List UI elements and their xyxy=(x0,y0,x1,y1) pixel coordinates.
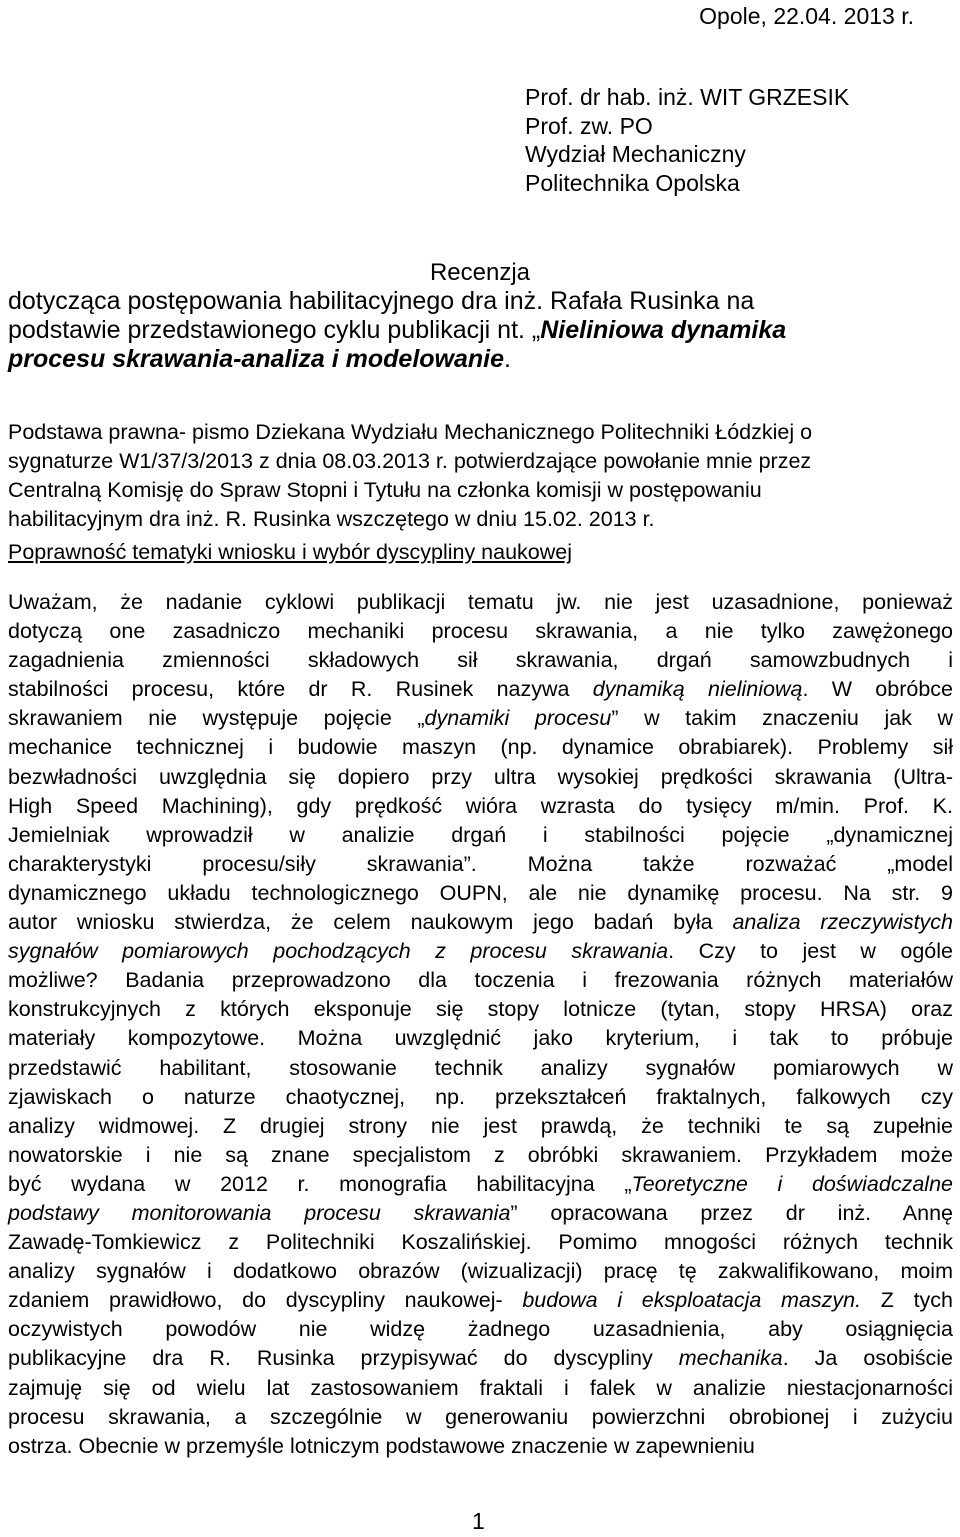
reviewer-university: Politechnika Opolska xyxy=(525,169,740,196)
body-line xyxy=(8,1054,953,1083)
body-text: dynamicznego układu technologicznego OUPN, ale nie dynamikę procesu. Na str. 9 xyxy=(8,880,953,905)
body-line xyxy=(8,995,953,1024)
body-line xyxy=(8,646,953,675)
body-line xyxy=(8,1141,953,1170)
body-text: zjawiskach o naturze chaotycznej, np. przekształceń fraktalnych, falkowych czy xyxy=(8,1084,953,1109)
body-line xyxy=(8,879,953,908)
reviewer-title: Prof. zw. PO xyxy=(525,112,653,139)
body-line xyxy=(8,588,953,617)
legal-basis-line: Podstawa prawna- pismo Dziekana Wydziału Mechanicznego Politechniki Łódzkiej o xyxy=(8,420,813,444)
body-italic-text: budowa i eksploatacja maszyn. xyxy=(522,1288,862,1313)
body-text: zdaniem prawidłowo, do dyscypliny naukowej- xyxy=(8,1288,523,1313)
body-text: publikacyjne dra R. Rusinka przypisywać do dyscypliny xyxy=(8,1346,679,1371)
section-heading: Poprawność tematyki wniosku i wybór dyscypliny naukowej xyxy=(8,540,573,564)
body-text: konstrukcyjnych z których eksponuje się stopy lotnicze (tytan, stopy HRSA) oraz xyxy=(8,997,953,1022)
reviewer-name: Prof. dr hab. inż. WIT GRZESIK xyxy=(525,84,850,110)
body-line xyxy=(8,617,953,646)
body-text: ostrza. Obecnie w przemyśle lotniczym podstawowe znaczenie w zapewnieniu xyxy=(8,1433,755,1458)
body-text: procesu skrawania, a szczególnie w generowaniu powierzchni obrobionej i zużyciu xyxy=(8,1404,953,1429)
body-text: High Speed Machining), gdy prędkość wióra wzrasta do tysięcy m/min. Prof. K. xyxy=(8,793,953,818)
body-text: możliwe? Badania przeprowadzono dla toczenia i frezowania różnych materiałów xyxy=(8,968,953,993)
body-italic-text: mechanika xyxy=(678,1346,783,1371)
body-text: zajmuję się od wielu lat zastosowaniem fraktali i falek w analizie niestacjonarności xyxy=(8,1375,953,1400)
body-line xyxy=(8,1403,953,1432)
body-line xyxy=(8,1432,953,1461)
body-line xyxy=(8,733,953,762)
body-line xyxy=(8,850,953,879)
body-line xyxy=(8,1170,953,1199)
body-line xyxy=(8,1228,953,1257)
body-text: nowatorskie i nie są znane specjalistom z obróbki skrawaniem. Przykładem może xyxy=(8,1142,953,1167)
body-italic-text: dynamiki procesu xyxy=(424,706,612,731)
legal-basis-line: habilitacyjnym dra inż. R. Rusinka wszczętego w dniu 15.02. 2013 r. xyxy=(8,507,655,531)
subject-line-2 xyxy=(8,316,948,345)
body-italic-text: analiza rzeczywistych xyxy=(732,910,953,935)
subject-period: . xyxy=(504,345,511,373)
document-title: Recenzja xyxy=(429,259,531,286)
body-text: oczywistych powodów nie widzę żadnego uzasadnienia, aby osiągnięcia xyxy=(8,1317,953,1342)
body-text: przedstawić habilitant, stosowanie technik analizy sygnałów pomiarowych w xyxy=(8,1055,953,1080)
legal-basis-line: sygnaturze W1/37/3/2013 z dnia 08.03.2013 r. potwierdzające powołanie mnie przez xyxy=(8,449,812,473)
body-line xyxy=(8,1024,953,1053)
body-line xyxy=(8,908,953,937)
body-italic-text: sygnałów pomiarowych pochodzących z procesu skrawania xyxy=(8,939,669,964)
body-text: materiały kompozytowe. Można uwzględnić jako kryterium, i tak to próbuje xyxy=(8,1026,953,1051)
legal-basis xyxy=(8,418,953,534)
subject-topic-part-2: procesu skrawania-analiza i modelowanie xyxy=(8,345,505,373)
body-line xyxy=(8,675,953,704)
body-line xyxy=(8,1112,953,1141)
body-text: stabilności procesu, które dr R. Rusinek nazywa xyxy=(8,677,593,702)
body-text: dotyczą one zasadniczo mechaniki procesu skrawania, a nie tylko zawężonego xyxy=(8,619,953,644)
body-text: Z tych xyxy=(861,1288,954,1313)
body-text: Zawadę-Tomkiewicz z Politechniki Koszalińskiej. Pomimo mnogości różnych technik xyxy=(8,1230,953,1255)
body-italic-text: Teoretyczne i doświadczalne xyxy=(631,1171,953,1196)
body-text: autor wniosku stwierdza, że celem naukowym jego badań była xyxy=(8,910,733,935)
body-text: . W obróbce xyxy=(802,677,953,702)
body-line xyxy=(8,1315,953,1344)
body-italic-text: podstawy monitorowania procesu skrawania xyxy=(8,1200,511,1225)
body-text: analizy sygnałów i dodatkowo obrazów (wizualizacji) pracę tę zakwalifikowano, moim xyxy=(8,1259,953,1284)
body-line xyxy=(8,1344,953,1373)
page-number: 1 xyxy=(472,1508,485,1534)
review-subject xyxy=(8,287,948,374)
body-text: charakterystyki procesu/siły skrawania”. Można także rozważać „model xyxy=(8,851,953,876)
subject-opening-quote: „ xyxy=(531,316,541,344)
body-text: ” opracowana przez dr inż. Annę xyxy=(510,1200,953,1225)
subject-line-3 xyxy=(8,345,948,374)
body-text: analizy widmowej. Z drugiej strony nie jest prawdą, że techniki te są zupełnie xyxy=(8,1113,953,1138)
body-text: . Ja osobiście xyxy=(782,1346,954,1371)
body-paragraph xyxy=(8,588,953,1461)
body-text: ” w takim znaczeniu jak w xyxy=(611,706,954,731)
body-line xyxy=(8,1083,953,1112)
reviewer-faculty: Wydział Mechaniczny xyxy=(525,141,746,167)
body-text: bezwładności uwzględnia się dopiero przy ultra wysokiej prędkości skrawania (Ultra- xyxy=(8,764,953,789)
body-line xyxy=(8,704,953,733)
body-line xyxy=(8,763,953,792)
subject-line-2-text: podstawie przedstawionego cyklu publikacji nt. xyxy=(8,316,532,344)
body-line xyxy=(8,821,953,850)
body-line xyxy=(8,937,953,966)
legal-basis-line: Centralną Komisję do Spraw Stopni i Tytułu na członka komisji w postępowaniu xyxy=(8,478,762,502)
body-text: Jemielniak wprowadził w analizie drgań i stabilności pojęcie „dynamicznej xyxy=(8,822,953,847)
body-text: . Czy to jest w ogóle xyxy=(668,939,953,964)
body-line xyxy=(8,966,953,995)
body-line xyxy=(8,1257,953,1286)
body-text: zagadnienia zmienności składowych sił skrawania, drgań samowzbudnych i xyxy=(8,648,953,673)
body-text: być wydana w 2012 r. monografia habilitacyjna „ xyxy=(8,1171,632,1196)
body-italic-text: dynamiką nieliniową xyxy=(592,677,803,702)
body-text: mechanice technicznej i budowie maszyn (np. dynamice obrabiarek). Problemy sił xyxy=(8,735,953,760)
reviewer-block xyxy=(525,83,849,197)
body-line xyxy=(8,792,953,821)
subject-line-1: dotycząca postępowania habilitacyjnego dra inż. Rafała Rusinka na xyxy=(8,287,755,315)
body-line xyxy=(8,1199,953,1228)
subject-topic-part-1: Nieliniowa dynamika xyxy=(540,316,787,344)
body-text: skrawaniem nie występuje pojęcie „ xyxy=(8,706,425,731)
body-text: Uważam, że nadanie cyklowi publikacji tematu jw. nie jest uzasadnione, ponieważ xyxy=(8,590,953,614)
body-line xyxy=(8,1286,953,1315)
body-line xyxy=(8,1374,953,1403)
place-date: Opole, 22.04. 2013 r. xyxy=(699,3,914,29)
